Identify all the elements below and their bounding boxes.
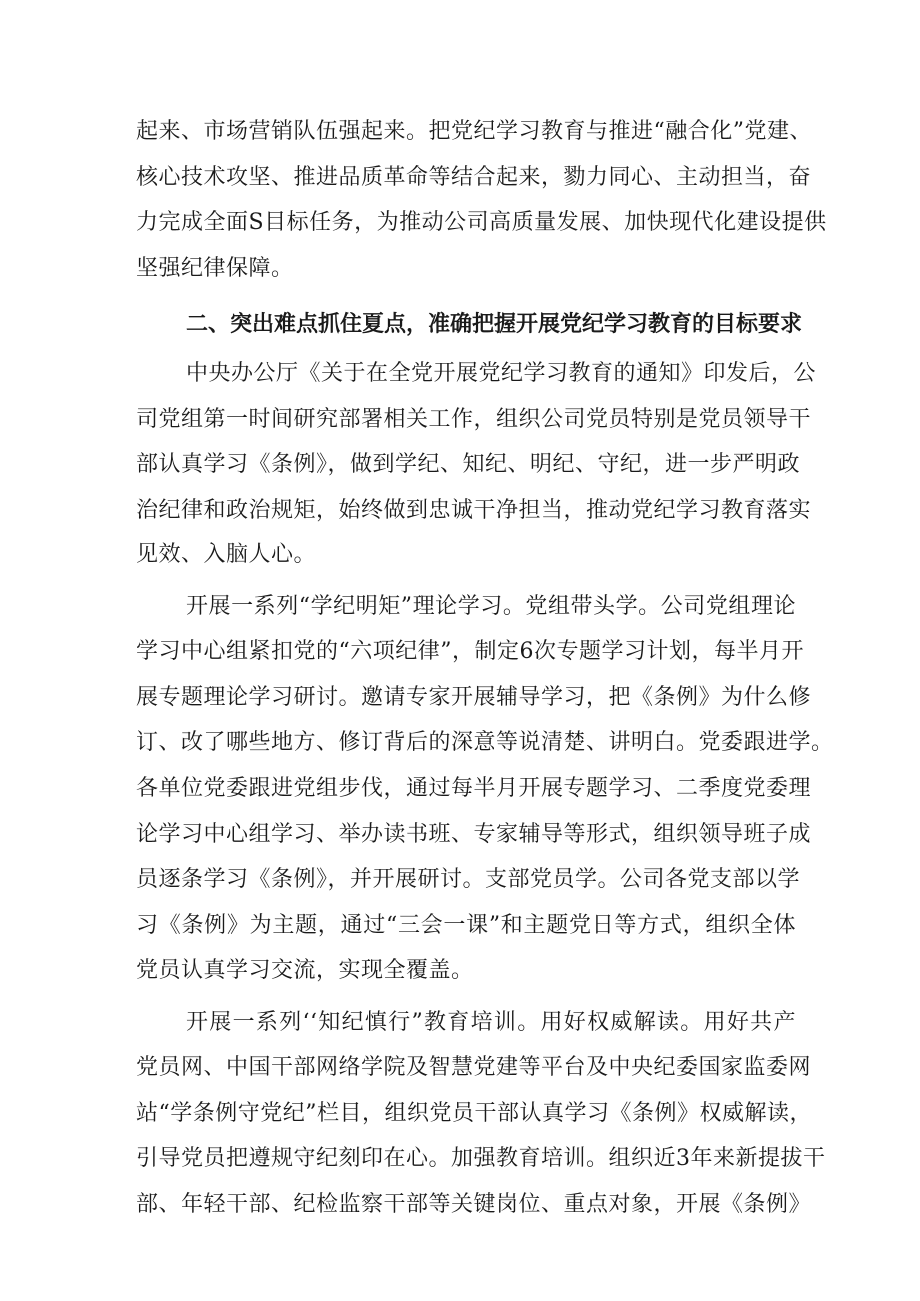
text-line: 展专题理论学习研讨。邀请专家开展辅导学习，把《条例》为什么修: [136, 685, 812, 710]
text-line: 部认真学习《条例》，做到学纪、知纪、明纪、守纪，进一步严明政: [136, 452, 801, 477]
text-line: 论学习中心组学习、举办读书班、专家辅导等形式，组织领导班子成: [136, 822, 812, 847]
text-line: 引导党员把遵规守纪刻印在心。加强教育培训。组织近3年来新提拔干: [136, 1146, 826, 1171]
text-line: 中央办公厅《关于在全党开展党纪学习教育的通知》印发后，公: [186, 361, 817, 386]
text-line: 各单位党委跟进党组步伐，通过每半月开展专题学习、二季度党委理: [136, 776, 812, 801]
section-heading: 二、突出难点抓住夏点，准确把握开展党纪学习教育的目标要求: [186, 312, 803, 337]
text-line: 治纪律和政治规矩，始终做到忠诚干净担当，推动党纪学习教育落实: [136, 498, 812, 523]
text-line: 力完成全面S目标任务，为推动公司高质量发展、加快现代化建设提供: [136, 210, 827, 235]
text-line: 站“学条例守党纪”栏目，组织党员干部认真学习《条例》权威解读，: [136, 1101, 812, 1126]
text-line: 部、年轻干部、纪检监察干部等关键岗位、重点对象，开展《条例》: [136, 1192, 812, 1217]
text-line: 起来、市场营销队伍强起来。把党纪学习教育与推进“融合化”党建、: [136, 119, 812, 144]
text-line: 开展一系列‘‘知纪慎行”教育培训。用好权威解读。用好共产: [186, 1010, 796, 1035]
text-line: 坚强纪律保障。: [136, 256, 294, 281]
text-line: 学习中心组紧扣党的“六项纪律”，制定6次专题学习计划，每半月开: [136, 639, 804, 664]
text-line: 司党组第一时间研究部署相关工作，组织公司党员特别是党员领导干: [136, 407, 812, 432]
text-line: 员逐条学习《条例》，并开展研讨。支部党员学。公司各党支部以学: [136, 867, 801, 892]
text-line: 开展一系列“学纪明矩”理论学习。党组带头学。公司党组理论: [186, 594, 796, 619]
text-line: 见效、入脑人心。: [136, 542, 317, 567]
text-line: 订、改了哪些地方、修订背后的深意等说清楚、讲明白。党委跟进学。: [136, 730, 834, 755]
text-line: 核心技术攻坚、推进品质革命等结合起来，勠力同心、主动担当，奋: [136, 165, 812, 190]
text-line: 党员认真学习交流，实现全覆盖。: [136, 958, 474, 983]
text-line: 党员网、中国干部网络学院及智慧党建等平台及中央纪委国家监委网: [136, 1055, 812, 1080]
text-line: 习《条例》为主题，通过“三会一课”和主题党日等方式，组织全体: [136, 913, 796, 938]
